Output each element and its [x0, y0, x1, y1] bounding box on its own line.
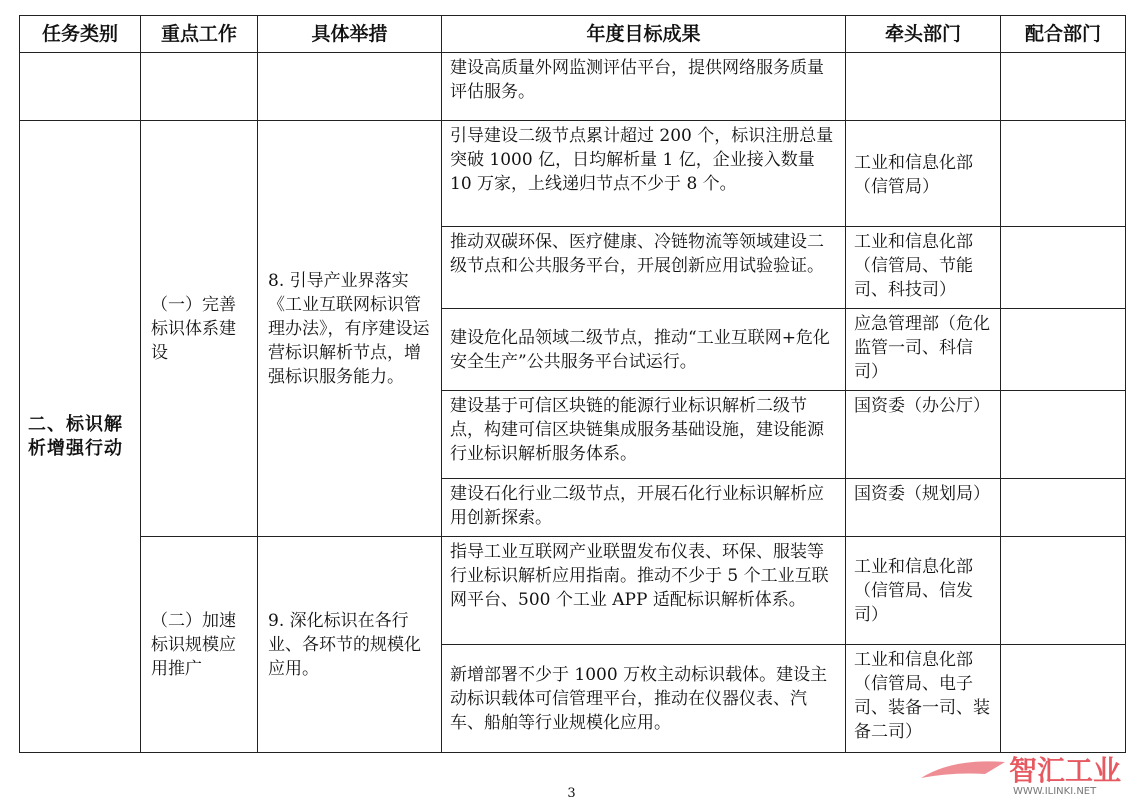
header-measures: 具体举措: [258, 16, 442, 53]
header-row: [20, 16, 1126, 53]
key-work-cell: （一）完善标识体系建设: [141, 121, 258, 537]
coop-dept-cell: [1001, 227, 1126, 309]
table-row: [20, 121, 1126, 227]
lead-dept-cell: 工业和信息化部（信管局、电子司、装备一司、装备二司）: [846, 645, 1001, 753]
header-targets: 年度目标成果: [442, 16, 846, 53]
lead-dept-cell: 国资委（规划局）: [846, 479, 1001, 537]
target-cell: 建设基于可信区块链的能源行业标识解析二级节点，构建可信区块链集成服务基础设施，建设能源行业标识解析服务体系。: [442, 391, 846, 479]
page-number: 3: [567, 786, 576, 801]
watermark-text: 智汇工业: [1009, 754, 1122, 787]
header-coop-dept: 配合部门: [1001, 16, 1126, 53]
watermark-swoosh-icon: [921, 761, 1005, 778]
measure-cell-empty: [258, 53, 442, 121]
lead-dept-cell: 国资委（办公厅）: [846, 391, 1001, 479]
lead-dept-cell: 工业和信息化部（信管局）: [846, 121, 1001, 227]
header-key-work: 重点工作: [141, 16, 258, 53]
coop-dept-cell: [1001, 309, 1126, 391]
lead-dept-cell: 工业和信息化部（信管局、信发司）: [846, 537, 1001, 645]
table-row: [20, 537, 1126, 645]
lead-dept-cell: [846, 53, 1001, 121]
coop-dept-cell: [1001, 391, 1126, 479]
coop-dept-cell: [1001, 53, 1126, 121]
target-cell: 新增部署不少于 1000 万枚主动标识载体。建设主动标识载体可信管理平台，推动在仪器仪表、汽车、船舶等行业规模化应用。: [442, 645, 846, 753]
target-cell: 建设危化品领域二级节点，推动“工业互联网+危化安全生产”公共服务平台试运行。: [442, 309, 846, 391]
watermark-url: WWW.ILINKI.NET: [1013, 786, 1097, 797]
target-cell: 建设石化行业二级节点，开展石化行业标识解析应用创新探索。: [442, 479, 846, 537]
target-cell: 指导工业互联网产业联盟发布仪表、环保、服装等行业标识解析应用指南。推动不少于 5 个工业互联网平台、500 个工业 APP 适配标识解析体系。: [442, 537, 846, 645]
lead-dept-cell: 应急管理部（危化监管一司、科信司）: [846, 309, 1001, 391]
category-cell-empty: [20, 53, 141, 121]
lead-dept-cell: 工业和信息化部（信管局、节能司、科技司）: [846, 227, 1001, 309]
target-cell: 推动双碳环保、医疗健康、冷链物流等领域建设二级节点和公共服务平台，开展创新应用试验验证。: [442, 227, 846, 309]
table-row: [20, 53, 1126, 121]
coop-dept-cell: [1001, 479, 1126, 537]
coop-dept-cell: [1001, 121, 1126, 227]
task-table: [19, 15, 1126, 753]
key-work-cell-empty: [141, 53, 258, 121]
key-work-cell: （二）加速标识规模应用推广: [141, 537, 258, 753]
coop-dept-cell: [1001, 645, 1126, 753]
coop-dept-cell: [1001, 537, 1126, 645]
watermark-logo: [913, 748, 1133, 798]
measure-cell: 9. 深化标识在各行业、各环节的规模化应用。: [258, 537, 442, 753]
category-cell: 二、标识解析增强行动: [20, 121, 141, 753]
target-cell: 引导建设二级节点累计超过 200 个，标识注册总量突破 1000 亿，日均解析量 1 亿，企业接入数量 10 万家，上线递归节点不少于 8 个。: [442, 121, 846, 227]
header-category: 任务类别: [20, 16, 141, 53]
target-cell: 建设高质量外网监测评估平台，提供网络服务质量评估服务。: [442, 53, 846, 121]
header-lead-dept: 牵头部门: [846, 16, 1001, 53]
measure-cell: 8. 引导产业界落实《工业互联网标识管理办法》，有序建设运营标识解析节点，增强标识服务能力。: [258, 121, 442, 537]
